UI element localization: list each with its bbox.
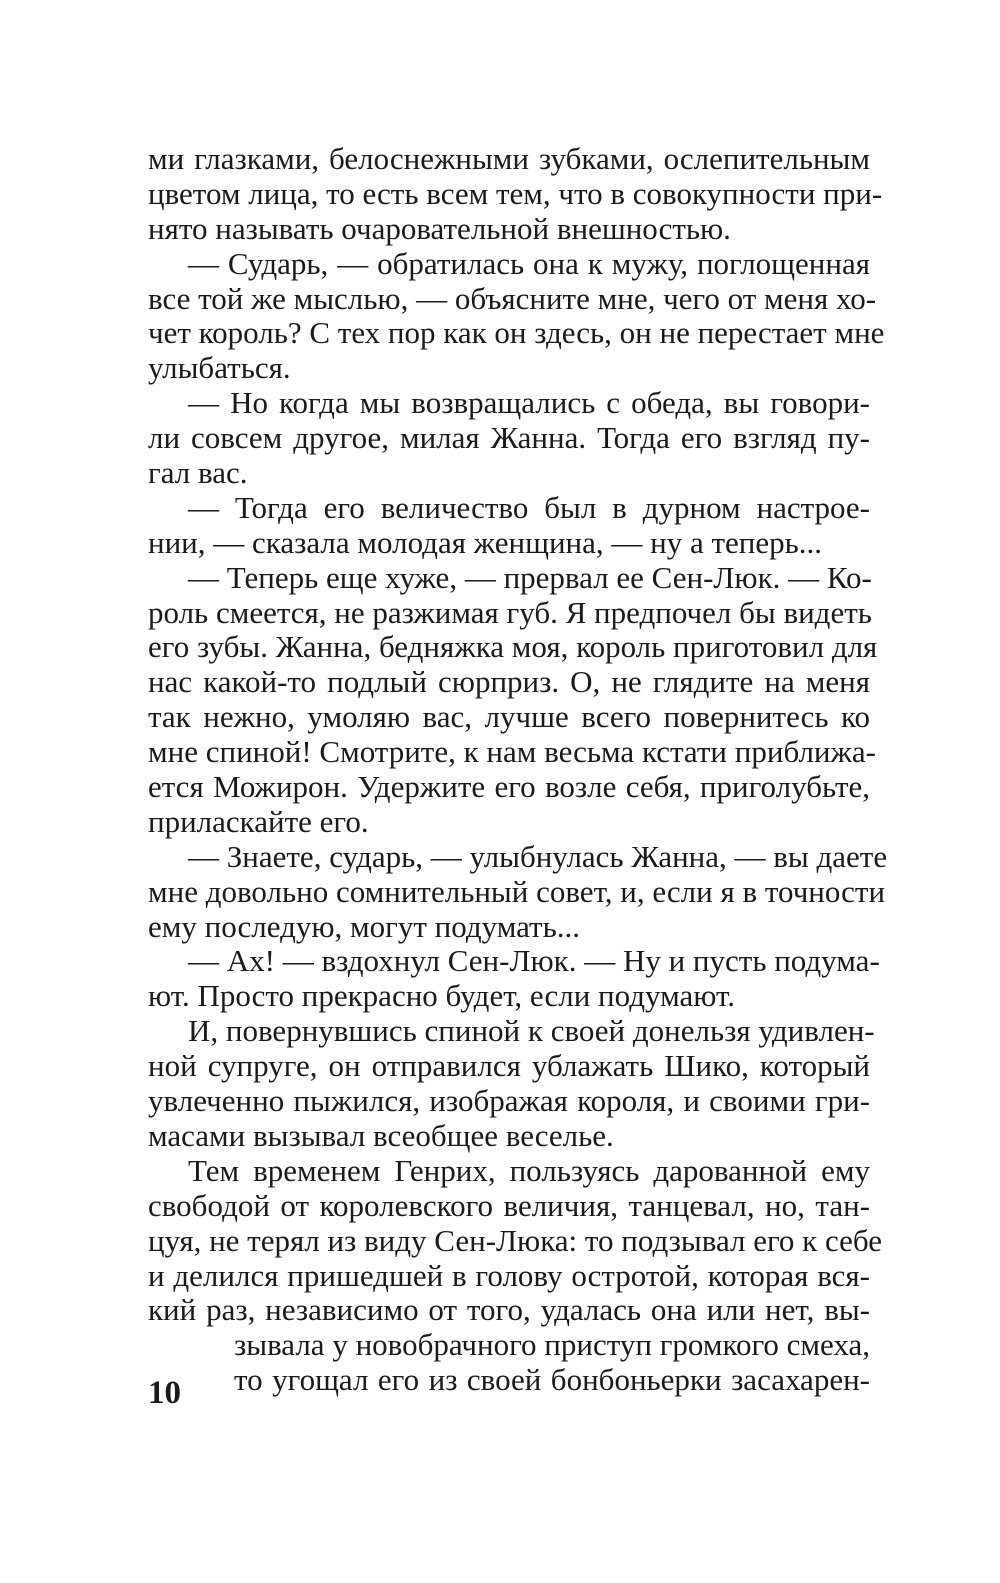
- page-body-text: [148, 141, 888, 1398]
- text-line: нии, — сказала молодая женщина, — ну а теперь...: [148, 524, 823, 560]
- text-line: Тем временем Генрих, пользуясь дарованной ему: [188, 1152, 870, 1188]
- text-line: ной супруге, он отправился ублажать Шико, который: [148, 1048, 870, 1084]
- text-line: улыбаться.: [148, 350, 291, 386]
- text-line: роль смеется, не разжимая губ. Я предпочел бы видеть: [148, 594, 872, 630]
- text-line: — Теперь еще хуже, — прервал ее Сен-Люк. — Ко-: [188, 559, 872, 595]
- text-line: гал вас.: [148, 455, 248, 491]
- text-line: и делился пришедшей в голову остротой, которая вся-: [148, 1257, 870, 1293]
- text-line: — Тогда его величество был в дурном настрое-: [188, 489, 870, 525]
- text-line: его зубы. Жанна, бедняжка моя, король приготовил для: [148, 629, 878, 665]
- text-line: нас какой-то подлый сюрприз. О, не глядите на меня: [148, 664, 870, 700]
- text-line: ми глазками, белоснежными зубками, ослепительным: [148, 141, 870, 176]
- text-line: — Знаете, сударь, — улыбнулась Жанна, — вы даете: [188, 838, 888, 874]
- text-line: цветом лица, то есть всем тем, что в совокупности при-: [148, 175, 883, 211]
- text-line: — Сударь, — обратилась она к мужу, поглощенная: [188, 245, 870, 281]
- text-line: ему последую, могут подумать...: [148, 908, 580, 944]
- text-line: зывала у новобрачного приступ громкого смеха,: [234, 1327, 870, 1363]
- text-line: кий раз, независимо от того, удалась она или нет, вы-: [148, 1292, 870, 1328]
- text-line: мне спиной! Смотрите, к нам весьма кстати приближа-: [148, 734, 877, 770]
- text-line: — Ах! — вздохнул Сен-Люк. — Ну и пусть подума-: [188, 943, 880, 979]
- text-line: ли совсем другое, милая Жанна. Тогда его взгляд пу-: [148, 420, 870, 456]
- text-line: ют. Просто прекрасно будет, если подумают.: [148, 978, 735, 1014]
- text-line: увлеченно пыжился, изображая короля, и своими гри-: [148, 1083, 870, 1119]
- text-line: ется Можирон. Удержите его возле себя, приголубьте,: [148, 769, 870, 805]
- text-line: И, повернувшись спиной к своей донельзя удивлен-: [188, 1013, 875, 1049]
- text-line: все той же мыслью, — объясните мне, чего от меня хо-: [148, 280, 877, 316]
- text-line: чет король? С тех пор как он здесь, он не перестает мне: [148, 315, 885, 351]
- text-line: цуя, не терял из виду Сен-Люка: то подзывал его к себе: [148, 1222, 882, 1258]
- text-line: нято называть очаровательной внешностью.: [148, 210, 731, 246]
- page-number: 10: [148, 1375, 181, 1411]
- text-line: то угощал его из своей бонбоньерки засахарен-: [234, 1362, 870, 1398]
- text-line: свободой от королевского величия, танцевал, но, тан-: [148, 1187, 870, 1223]
- text-line: масами вызывал всеобщее веселье.: [148, 1117, 614, 1153]
- text-line: приласкайте его.: [148, 803, 369, 839]
- text-line: мне довольно сомнительный совет, и, если я в точности: [148, 873, 886, 909]
- text-line: — Но когда мы возвращались с обеда, вы говори-: [188, 385, 870, 421]
- text-line: так нежно, умоляю вас, лучше всего повернитесь ко: [148, 699, 870, 735]
